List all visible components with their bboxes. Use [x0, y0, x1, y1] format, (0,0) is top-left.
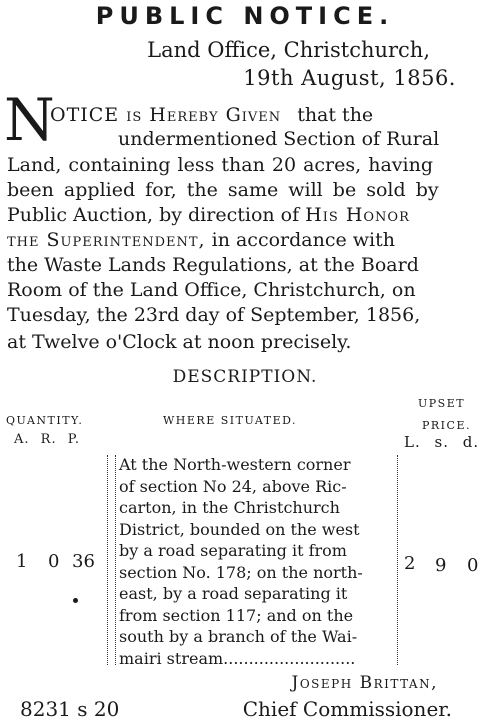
- situation-line: south by a branch of the Wai-: [119, 627, 358, 646]
- body-line-7: the Waste Lands Regulations, at the Board: [7, 254, 419, 276]
- price-header-upset: UPSET: [418, 397, 466, 410]
- price-pounds: 2: [404, 553, 416, 574]
- body-line-5: [7, 204, 410, 226]
- body-line-1: [50, 104, 373, 126]
- quantity-units: A. R. P.: [14, 432, 80, 447]
- body-line-9: Tuesday, the 23rd day of September, 1856,: [7, 304, 421, 326]
- notice-lead: OTICE is Hereby Given: [50, 104, 282, 126]
- his-honor: His Honor: [305, 204, 410, 226]
- reference-number: 8231 s 20: [20, 697, 120, 721]
- price-pence: 0: [467, 555, 479, 576]
- signature-title: Chief Commissioner.: [242, 697, 452, 721]
- quantity-roods: 0: [48, 551, 60, 572]
- where-header: WHERE SITUATED.: [163, 414, 298, 427]
- situation-line: of section No 24, above Ric-: [119, 476, 347, 496]
- situation-line: section No. 178; on the north-: [119, 562, 363, 582]
- quantity-acres: 1: [16, 551, 28, 572]
- column-rule-left-inner: [115, 455, 116, 665]
- situation-line: At the North-western corner: [119, 455, 351, 474]
- body-line-4: been applied for, the same will be sold by: [7, 179, 439, 201]
- price-header-price: PRICE.: [422, 419, 471, 432]
- description-heading: DESCRIPTION.: [172, 367, 318, 387]
- situation-line: east, by a road separating it: [119, 584, 348, 603]
- situation-line: by a road separating it from: [119, 541, 347, 560]
- column-rule-left: [107, 455, 108, 665]
- situation-line: from section 117; and on the: [119, 605, 354, 625]
- drop-cap: N: [4, 86, 55, 154]
- body-line-1-tail: that the: [297, 104, 374, 126]
- situation-line: carton, in the Christchurch: [119, 498, 340, 517]
- signature-name: Joseph Brittan,: [291, 673, 438, 693]
- body-line-8: Room of the Land Office, Christchurch, on: [7, 279, 416, 301]
- body-line-6: [7, 229, 395, 251]
- superintendent: the Superintendent,: [7, 229, 206, 251]
- dateline-office: Land Office, Christchurch,: [147, 38, 430, 62]
- column-rule-right: [397, 455, 398, 665]
- notice-headline: PUBLIC NOTICE.: [95, 2, 395, 30]
- dateline-date: 19th August, 1856.: [243, 66, 456, 90]
- situation-cell: [119, 454, 395, 669]
- body-line-5-text: Public Auction, by direction of: [7, 204, 300, 226]
- situation-line: District, bounded on the west: [119, 519, 360, 539]
- quantity-header: QUANTITY.: [6, 414, 84, 427]
- body-line-3: Land, containing less than 20 acres, having: [7, 154, 433, 176]
- body-line-2: undermentioned Section of Rural: [118, 128, 440, 150]
- quantity-perches: 36: [72, 551, 95, 572]
- body-line-6-text: in accordance with: [211, 229, 395, 251]
- situation-line: mairi stream..........................: [119, 648, 356, 668]
- price-units: L. s. d.: [404, 433, 480, 451]
- ink-dot: [73, 598, 78, 603]
- body-line-10: at Twelve o'Clock at noon precisely.: [7, 331, 352, 353]
- price-shillings: 9: [435, 555, 447, 576]
